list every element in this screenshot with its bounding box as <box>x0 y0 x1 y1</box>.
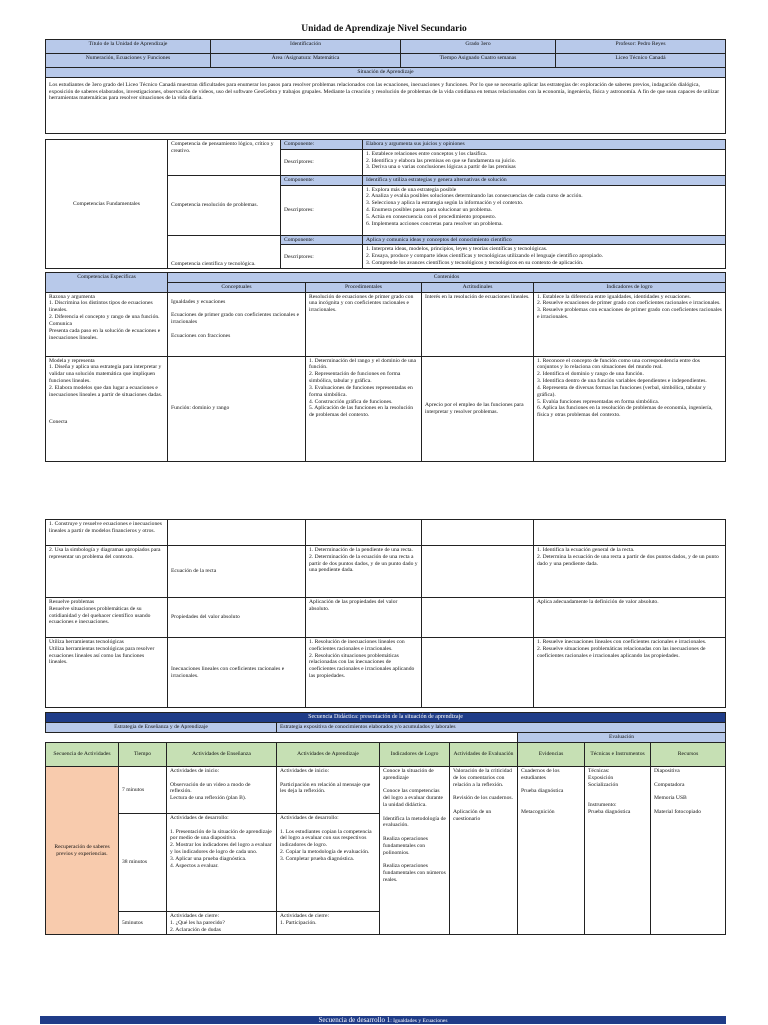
evaluation-text: Valoración de la criticidad de los comentarios con relación a la reflexión. Revisión de los cuadernos. Aplicación de un cuestionario <box>450 766 518 934</box>
descriptor-item: 3. Comprende los avances científicos y tecnológicos y tecnológicos en su contexto de aplicación. <box>366 260 584 267</box>
attitudinal-cell: Interés en la resolución de ecuaciones lineales. <box>422 292 534 356</box>
conceptual-cell: Inecuaciones lineales con coeficientes racionales e irracionales. <box>168 638 306 708</box>
time-closing: 5minutos <box>119 911 167 934</box>
descriptor-item: 2. Identifica y elabora las premisas en que se fundamenta su juicio. <box>366 157 516 164</box>
col-evaluation: Actividades de Evaluación <box>450 742 518 766</box>
column-conceptual: Conceptuales <box>168 282 306 292</box>
competence-problem-solving: Competencia resolución de problemas. <box>168 175 281 235</box>
procedural-cell: Aplicación de las propiedades del valor absoluto. <box>306 598 422 638</box>
indicators-text: Conoce la situación de aprendizaje Conoce las competencias del logro a evaluar durante la unidad didáctica. Identifica la metodología de evaluación. Realiza operaciones fundamentales con polinomios. Realiza operaciones fundamentales con números reales. <box>380 766 450 934</box>
evidence-text: Cuadernos de los estudiantes Prueba diagnóstica Metacognición <box>518 766 585 934</box>
attitudinal-cell: Aprecio por el empleo de las funciones para interpretar y resolver problemas. <box>422 356 534 461</box>
col-learning: Actividades de Aprendizaje <box>277 742 380 766</box>
procedural-cell: Resolución de ecuaciones de primer grado con una incógnita y con coeficientes racionales e irracionales. <box>306 292 422 356</box>
teaching-start: Actividades de inicio: Observación de un video a modo de reflexión. Lectura de una reflexión (plan B). <box>167 766 277 813</box>
descriptor-item: 4. Enumera posibles pasos para solucionar un problema. <box>366 207 492 214</box>
col-resources: Recursos <box>651 742 726 766</box>
procedural-cell <box>306 520 422 546</box>
conceptual-cell <box>168 520 306 546</box>
specific-competence-cell: 1. Construye y resuelve ecuaciones e inecuaciones lineales a partir de modelos financieros y otros. <box>46 520 168 546</box>
specific-competence-cell: Resuelve problemas Resuelve situaciones problemáticas de su cotidianidad y del quehacer científico usando ecuaciones e inecuaciones. <box>46 598 168 638</box>
descriptor-item: 3. Deriva una o varias conclusiones lógicas a partir de las premisas <box>366 164 516 171</box>
descriptors-label: Descriptores: <box>281 149 363 175</box>
specific-competence-cell: 2. Usa la simbología y diagramas apropiados para representar un problema del contexto. <box>46 546 168 598</box>
development-sequence-heading <box>40 1016 726 1024</box>
indicators-cell: 1. Establece la diferencia entre igualdades, identidades y ecuaciones. 2. Resuelve ecuaciones de primer grado con coeficientes racionales e irracionales. 3. Resuelve problemas con ecuaciones de primer grado con coeficientes racionales e irracionales. <box>534 292 726 356</box>
descriptor-item: 1. Explora más de una estrategia posible <box>366 186 457 193</box>
specific-competences-label: Competencias Específicas <box>46 273 168 293</box>
attitudinal-cell <box>422 638 534 708</box>
conceptual-cell: Ecuación de la recta <box>168 546 306 598</box>
grade-label: Grado 3ero <box>401 40 556 54</box>
teaching-closing: Actividades de cierre: 1. ¿Qué les ha parecido? 2. Aclaración de dudas <box>167 911 277 934</box>
fundamental-competences-table <box>45 139 726 269</box>
resources-text: Diapositiva Computadora Memoria USB Material fotocopiado <box>651 766 726 934</box>
column-procedural: Procedimentales <box>306 282 422 292</box>
contents-label: Contenidos <box>168 273 726 283</box>
conceptual-cell: Propiedades del valor absoluto <box>168 598 306 638</box>
col-evidence: Evidencias <box>518 742 585 766</box>
specific-competence-cell: Modela y representa 1. Diseña y aplica una estrategia para interpretar y validar una solución matemática que impliquen funciones lineales. 2. Elabora modelos que dan lugar a ecuaciones e inecuaciones lineales a partir de situaciones dadas. Conecta <box>46 356 168 461</box>
procedural-cell: 1. Determinación del rango y el dominio de una función. 2. Representación de funciones en forma simbólica, tabular y gráfica. 3. Evaluaciones de funciones representadas en forma simbólica. 4. Construcción gráfica de funciones. 5. Aplicación de las funciones en la resolución de problemas del contexto. <box>306 356 422 461</box>
didactic-sequence-table <box>45 712 726 935</box>
header-table <box>45 39 726 134</box>
component-text: Aplica y comunica ideas y conceptos del conocimiento científico <box>363 235 726 245</box>
component-label: Componente: <box>281 140 363 150</box>
learning-closing: Actividades de cierre: 1. Participación. <box>277 911 380 934</box>
specific-competences-table <box>45 272 726 462</box>
descriptor-item: 6. Implementa acciones concretas para resolver un problema. <box>366 220 503 227</box>
development-heading-main: Secuencia de desarrollo 1 <box>318 1016 391 1024</box>
specific-competence-cell: Utiliza herramientas tecnológicas Utiliza herramientas tecnológicas para resolver ecuaciones lineales así como las funciones lineales. <box>46 638 168 708</box>
strategy-label: Estrategia de Enseñanza y de Aprendizaje <box>46 723 277 733</box>
descriptor-item: 3. Selecciona y aplica la estrategia según la información y el contexto. <box>366 200 524 207</box>
teaching-development: Actividades de desarrollo: 1. Presentación de la situación de aprendizaje por medio de una diapositiva. 2. Mostrar los indicadores del logro a evaluar y los indicadores de logro de cada uno. 3. Aplicar una prueba diagnóstica. 4. Aspectos a evaluar. <box>167 813 277 911</box>
indicators-cell: 1. Reconoce el concepto de función como una correspondencia entre dos conjuntos y lo relaciona con situaciones del mundo real. 2. Identifica el dominio y rango de una función. 3. Identifica dentro de una función variables dependientes e independientes. 4. Representa de diversas formas las funciones (verbal, simbólica, tabular y gráfica). 5. Evalúa funciones representadas en forma simbólica. 6. Aplica las funciones en la resolución de problemas de economía, ingeniería, física y otras problemas del contexto. <box>534 356 726 461</box>
column-attitudinal: Actitudinales <box>422 282 534 292</box>
teacher-label: Profesor: Pedro Reyes <box>556 40 726 54</box>
didactic-heading: Secuencia Didáctica: presentación de la situación de aprendizaje <box>46 713 726 723</box>
learning-start: Actividades de inicio: Participación en relación al mensaje que les deja la reflexión. <box>277 766 380 813</box>
procedural-cell: 1. Determinación de la pendiente de una recta. 2. Determinación de la ecuación de una recta a partir de dos puntos dados, y de un punto dado y una pendiente dada. <box>306 546 422 598</box>
descriptors-label: Descriptores: <box>281 245 363 269</box>
descriptor-item: 5. Actúa en consecuencia con el procedimiento propuesto. <box>366 213 497 220</box>
evaluation-label: Evaluación <box>518 733 726 743</box>
indicators-cell <box>534 520 726 546</box>
descriptor-item: 1. Interpreta ideas, modelos, principios, leyes y teorías científicas y tecnológicas. <box>366 246 548 253</box>
indicators-cell: 1. Resuelve inecuaciones lineales con coeficientes racionales e irracionales. 2. Resuelve situaciones problemáticas relacionadas con las inecuaciones de coeficientes racionales e irracionales aplicando las propiedades. <box>534 638 726 708</box>
competence-logical-thinking: Competencia de pensamiento lógico, crítico y creativo. <box>168 140 281 176</box>
unit-title-value: Numeración, Ecuaciones y Funciones <box>46 54 211 68</box>
col-teaching: Actividades de Enseñanza <box>167 742 277 766</box>
sequence-name: Recuperación de saberes previos y experiencias. <box>46 766 119 934</box>
unit-title-label: Título de la Unidad de Aprendizaje <box>46 40 211 54</box>
col-indicators: Indicadores de Logro <box>380 742 450 766</box>
specific-competences-continued-table <box>45 519 726 708</box>
procedural-cell: 1. Resolución de inecuaciones lineales con coeficientes racionales e irracionales. 2. Resolución situaciones problemáticas relacionadas con las inecuaciones de coeficientes racionales e irracionales aplicando las propiedades. <box>306 638 422 708</box>
descriptor-list <box>363 149 726 175</box>
strategy-value: Estrategia expositiva de conocimientos elaborados y/o acumulados y laborales <box>277 723 726 733</box>
component-text: Elabora y argumenta sus juicios y opiniones <box>363 140 726 150</box>
subject-area: Área /Asignatura: Matemática <box>211 54 401 68</box>
identification-label: Identificación <box>211 40 401 54</box>
attitudinal-cell <box>422 598 534 638</box>
document-title: Unidad de Aprendizaje Nivel Secundario <box>301 24 467 34</box>
learning-development: Actividades de desarrollo: 1. Los estudiantes copian la competencia del logro a evaluar con sus respectivos indicadores de logro. 2. Copiar la metodología de evaluación. 3. Completar prueba diagnóstica. <box>277 813 380 911</box>
school-name: Liceo Técnico Canadá <box>556 54 726 68</box>
component-label: Componente: <box>281 235 363 245</box>
situation-heading: Situación de Aprendizaje <box>46 68 726 78</box>
attitudinal-cell <box>422 520 534 546</box>
column-indicators: Indicadores de logro <box>534 282 726 292</box>
time-start: 7 minutos <box>119 766 167 813</box>
competence-scientific: Competencia científica y tecnológica. <box>168 235 281 269</box>
col-time: Tiempo <box>119 742 167 766</box>
col-techniques: Técnicas e Instrumentos <box>585 742 651 766</box>
assigned-time: Tiempo Asignado Cuatro semanas <box>401 54 556 68</box>
descriptor-list <box>363 185 726 235</box>
descriptors-label: Descriptores: <box>281 185 363 235</box>
techniques-text: Técnicas: Exposición Socialización Instrumento: Prueba diagnóstica <box>585 766 651 934</box>
attitudinal-cell <box>422 546 534 598</box>
component-label: Componente: <box>281 175 363 185</box>
indicators-cell: Aplica adecuadamente la definición de valor absoluto. <box>534 598 726 638</box>
descriptor-list <box>363 245 726 269</box>
component-text: Identifica y utiliza estrategias y genera alternativas de solución <box>363 175 726 185</box>
col-sequence: Secuencia de Actividades <box>46 742 119 766</box>
development-heading-sub: : Igualdades y Ecuaciones <box>390 1018 448 1024</box>
descriptor-item: 2. Analiza y evalúa posibles soluciones determinando las consecuencias de cada curso de acción. <box>366 193 583 200</box>
situation-text: Los estudiantes de 3ero grado del Liceo Técnico Canadá muestran dificultades para enumerar los pasos para resolver problemas relacionados con las ecuaciones, inecuaciones y funciones. Por lo que se necesario aplicar las estrategias de: exploración de saberes previos, indagación dialógica, exposición de saberes elaborados, investigaciones, observación de videos, uso del software GeoGebra y trabajos grupales. Mediante la creación y resolución de problemas de la vida cotidiana en temas relacionados con la economía, ingeniería, física y astronomía. A fin de que sean capaces de utilizar herramientas matemáticas para resolver situaciones de la vida diaria. <box>46 77 726 133</box>
indicators-cell: 1. Identifica la ecuación general de la recta. 2. Determina la ecuación de una recta a partir de dos puntos dados, y de un punto dado y una pendiente dada. <box>534 546 726 598</box>
conceptual-cell: Igualdades y ecuaciones Ecuaciones de primer grado con coeficientes racionales e irracionales Ecuaciones con fracciones <box>168 292 306 356</box>
descriptor-item: 2. Ensaya, produce y comparte ideas científicas y tecnológicas utilizando el lenguaje científico apropiado. <box>366 253 604 260</box>
time-development: 38 minutos <box>119 813 167 911</box>
descriptor-item: 1. Establece relaciones entre conceptos y los clasifica. <box>366 150 487 157</box>
fundamental-competences-label: Competencias Fundamentales <box>46 140 168 269</box>
specific-competence-cell: Razona y argumenta 1. Discrimina los distintos tipos de ecuaciones lineales. 2. Diferencia el concepto y rango de una función. Comunica Presenta cada paso en la solución de ecuaciones e inecuaciones lineales. <box>46 292 168 356</box>
conceptual-cell: Función: dominio y rango <box>168 356 306 461</box>
